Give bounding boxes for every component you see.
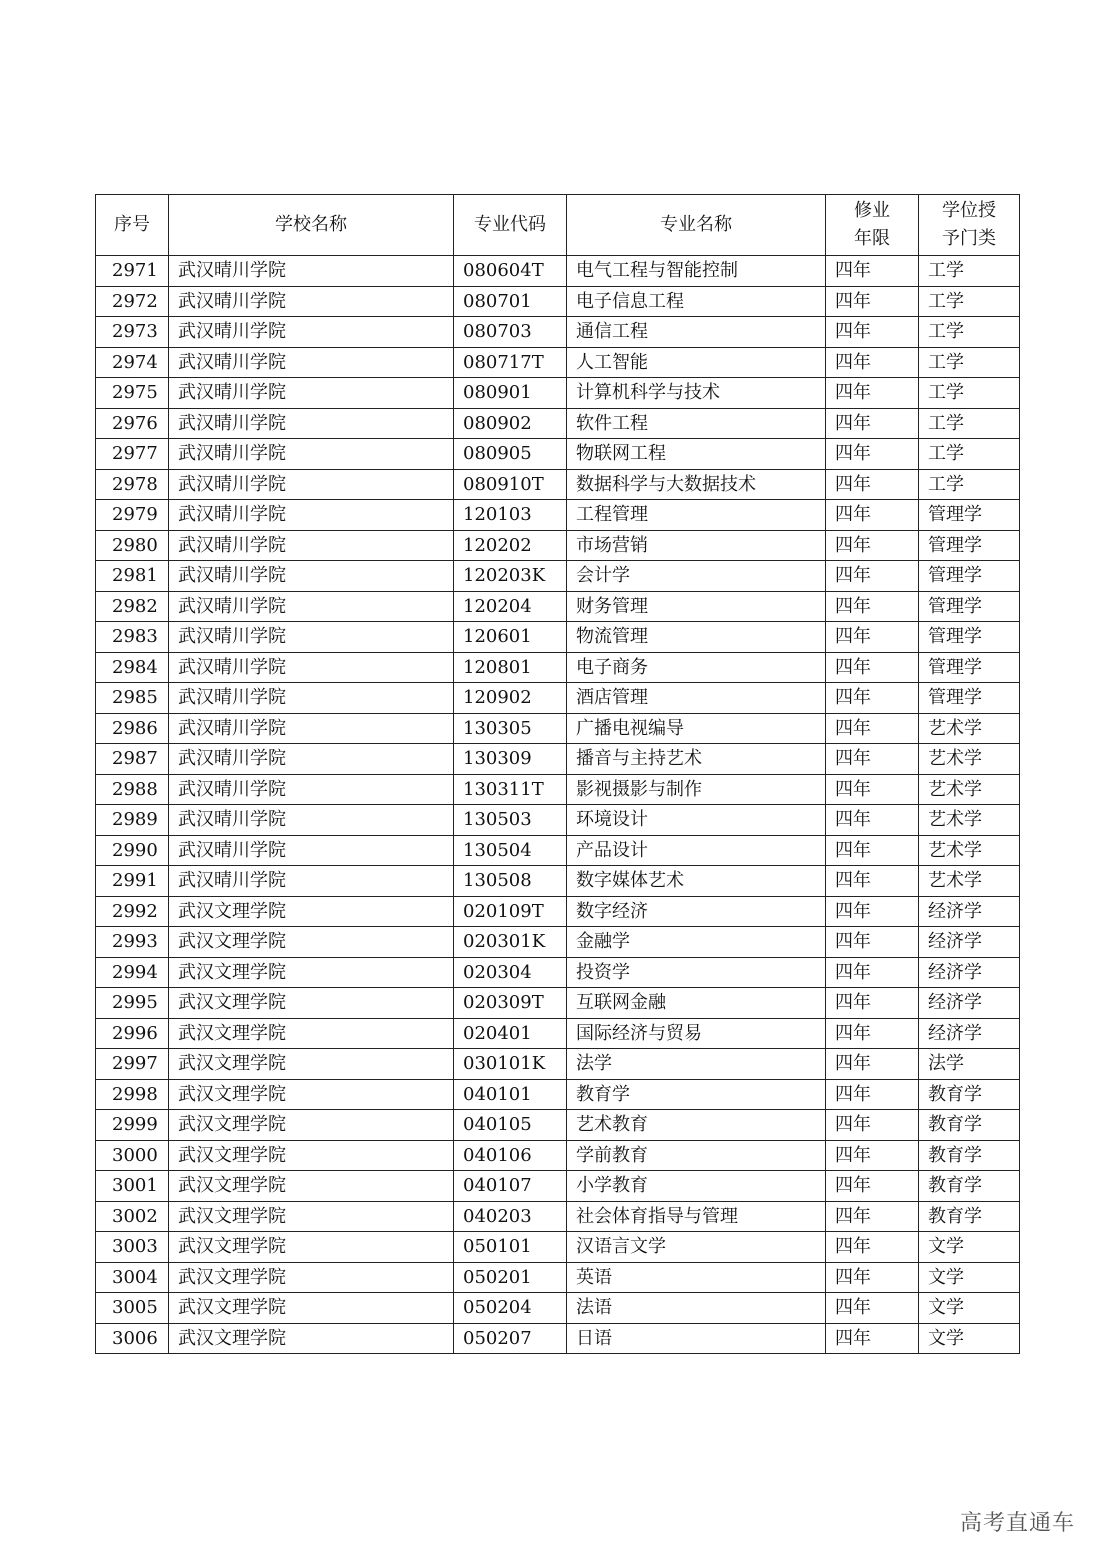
- cell-major: 财务管理: [567, 591, 826, 622]
- cell-code: 120801: [454, 652, 567, 683]
- cell-school: 武汉文理学院: [169, 1079, 454, 1110]
- cell-degree: 教育学: [919, 1110, 1020, 1141]
- cell-duration: 四年: [826, 988, 919, 1019]
- cell-code: 120202: [454, 530, 567, 561]
- cell-major: 市场营销: [567, 530, 826, 561]
- cell-school: 武汉文理学院: [169, 1201, 454, 1232]
- cell-degree: 工学: [919, 469, 1020, 500]
- cell-seq: 2980: [96, 530, 169, 561]
- cell-seq: 2984: [96, 652, 169, 683]
- cell-degree: 文学: [919, 1323, 1020, 1354]
- table-header-row: [96, 195, 1020, 256]
- cell-code: 080701: [454, 286, 567, 317]
- cell-code: 130311T: [454, 774, 567, 805]
- cell-degree: 法学: [919, 1049, 1020, 1080]
- cell-duration: 四年: [826, 1140, 919, 1171]
- cell-duration: 四年: [826, 1110, 919, 1141]
- cell-duration: 四年: [826, 347, 919, 378]
- cell-seq: 2986: [96, 713, 169, 744]
- table-row: [96, 927, 1020, 958]
- table-row: [96, 1293, 1020, 1324]
- cell-major: 国际经济与贸易: [567, 1018, 826, 1049]
- cell-school: 武汉晴川学院: [169, 591, 454, 622]
- cell-seq: 2974: [96, 347, 169, 378]
- table-row: [96, 896, 1020, 927]
- cell-code: 080703: [454, 317, 567, 348]
- cell-school: 武汉文理学院: [169, 896, 454, 927]
- cell-school: 武汉晴川学院: [169, 530, 454, 561]
- cell-code: 040101: [454, 1079, 567, 1110]
- table-row: [96, 439, 1020, 470]
- cell-degree: 教育学: [919, 1079, 1020, 1110]
- cell-degree: 工学: [919, 439, 1020, 470]
- cell-seq: 3005: [96, 1293, 169, 1324]
- cell-school: 武汉文理学院: [169, 1018, 454, 1049]
- cell-code: 130504: [454, 835, 567, 866]
- cell-code: 030101K: [454, 1049, 567, 1080]
- cell-code: 050201: [454, 1262, 567, 1293]
- cell-degree: 工学: [919, 286, 1020, 317]
- cell-degree: 经济学: [919, 927, 1020, 958]
- cell-school: 武汉晴川学院: [169, 408, 454, 439]
- cell-major: 影视摄影与制作: [567, 774, 826, 805]
- cell-code: 120203K: [454, 561, 567, 592]
- cell-major: 日语: [567, 1323, 826, 1354]
- cell-school: 武汉晴川学院: [169, 439, 454, 470]
- cell-duration: 四年: [826, 957, 919, 988]
- cell-school: 武汉文理学院: [169, 1262, 454, 1293]
- table-row: [96, 652, 1020, 683]
- cell-major: 互联网金融: [567, 988, 826, 1019]
- table-row: [96, 1323, 1020, 1354]
- cell-seq: 2993: [96, 927, 169, 958]
- cell-seq: 2987: [96, 744, 169, 775]
- cell-degree: 管理学: [919, 622, 1020, 653]
- table-row: [96, 805, 1020, 836]
- cell-seq: 2992: [96, 896, 169, 927]
- cell-degree: 艺术学: [919, 866, 1020, 897]
- cell-school: 武汉晴川学院: [169, 561, 454, 592]
- cell-duration: 四年: [826, 317, 919, 348]
- table-row: [96, 866, 1020, 897]
- cell-school: 武汉晴川学院: [169, 774, 454, 805]
- cell-code: 120204: [454, 591, 567, 622]
- cell-degree: 工学: [919, 256, 1020, 287]
- cell-duration: 四年: [826, 500, 919, 531]
- cell-degree: 艺术学: [919, 713, 1020, 744]
- cell-seq: 2981: [96, 561, 169, 592]
- cell-duration: 四年: [826, 652, 919, 683]
- table-row: [96, 1110, 1020, 1141]
- cell-duration: 四年: [826, 286, 919, 317]
- cell-code: 020301K: [454, 927, 567, 958]
- table-row: [96, 744, 1020, 775]
- cell-major: 金融学: [567, 927, 826, 958]
- cell-major: 电子商务: [567, 652, 826, 683]
- watermark: 高考直通车: [959, 1511, 1075, 1536]
- cell-seq: 2978: [96, 469, 169, 500]
- header-school: 学校名称: [169, 195, 454, 256]
- cell-code: 020401: [454, 1018, 567, 1049]
- cell-major: 软件工程: [567, 408, 826, 439]
- cell-seq: 2990: [96, 835, 169, 866]
- cell-degree: 艺术学: [919, 835, 1020, 866]
- cell-seq: 2998: [96, 1079, 169, 1110]
- cell-duration: 四年: [826, 835, 919, 866]
- cell-seq: 2997: [96, 1049, 169, 1080]
- header-seq: 序号: [96, 195, 169, 256]
- table-row: [96, 835, 1020, 866]
- cell-degree: 教育学: [919, 1171, 1020, 1202]
- table-row: [96, 713, 1020, 744]
- table-row: [96, 1079, 1020, 1110]
- table-row: [96, 1232, 1020, 1263]
- cell-major: 投资学: [567, 957, 826, 988]
- cell-major: 工程管理: [567, 500, 826, 531]
- cell-school: 武汉晴川学院: [169, 347, 454, 378]
- cell-degree: 经济学: [919, 988, 1020, 1019]
- cell-major: 会计学: [567, 561, 826, 592]
- cell-duration: 四年: [826, 866, 919, 897]
- cell-degree: 文学: [919, 1262, 1020, 1293]
- cell-seq: 3003: [96, 1232, 169, 1263]
- cell-major: 物联网工程: [567, 439, 826, 470]
- table-row: [96, 957, 1020, 988]
- cell-degree: 管理学: [919, 561, 1020, 592]
- cell-major: 法学: [567, 1049, 826, 1080]
- cell-school: 武汉文理学院: [169, 1140, 454, 1171]
- cell-seq: 2982: [96, 591, 169, 622]
- cell-duration: 四年: [826, 774, 919, 805]
- cell-school: 武汉文理学院: [169, 927, 454, 958]
- cell-duration: 四年: [826, 439, 919, 470]
- cell-major: 电气工程与智能控制: [567, 256, 826, 287]
- cell-degree: 艺术学: [919, 774, 1020, 805]
- table-row: [96, 347, 1020, 378]
- table-row: [96, 1262, 1020, 1293]
- cell-degree: 教育学: [919, 1140, 1020, 1171]
- cell-duration: 四年: [826, 1232, 919, 1263]
- cell-seq: 2977: [96, 439, 169, 470]
- cell-major: 教育学: [567, 1079, 826, 1110]
- cell-code: 020109T: [454, 896, 567, 927]
- cell-code: 080604T: [454, 256, 567, 287]
- cell-code: 040105: [454, 1110, 567, 1141]
- cell-major: 人工智能: [567, 347, 826, 378]
- cell-code: 130309: [454, 744, 567, 775]
- cell-major: 数据科学与大数据技术: [567, 469, 826, 500]
- cell-seq: 2983: [96, 622, 169, 653]
- cell-school: 武汉晴川学院: [169, 683, 454, 714]
- cell-duration: 四年: [826, 1079, 919, 1110]
- cell-major: 广播电视编导: [567, 713, 826, 744]
- header-major: 专业名称: [567, 195, 826, 256]
- cell-degree: 工学: [919, 378, 1020, 409]
- cell-code: 020309T: [454, 988, 567, 1019]
- cell-degree: 管理学: [919, 500, 1020, 531]
- cell-school: 武汉晴川学院: [169, 378, 454, 409]
- cell-code: 130503: [454, 805, 567, 836]
- cell-code: 050204: [454, 1293, 567, 1324]
- cell-seq: 2989: [96, 805, 169, 836]
- cell-school: 武汉文理学院: [169, 988, 454, 1019]
- cell-major: 电子信息工程: [567, 286, 826, 317]
- table-row: [96, 561, 1020, 592]
- cell-major: 艺术教育: [567, 1110, 826, 1141]
- cell-seq: 2994: [96, 957, 169, 988]
- cell-seq: 2991: [96, 866, 169, 897]
- cell-school: 武汉晴川学院: [169, 713, 454, 744]
- table-body: [96, 256, 1020, 1354]
- cell-duration: 四年: [826, 683, 919, 714]
- cell-duration: 四年: [826, 744, 919, 775]
- header-code: 专业代码: [454, 195, 567, 256]
- cell-major: 英语: [567, 1262, 826, 1293]
- cell-school: 武汉晴川学院: [169, 835, 454, 866]
- cell-duration: 四年: [826, 1049, 919, 1080]
- major-table: [95, 194, 1020, 1354]
- cell-degree: 艺术学: [919, 805, 1020, 836]
- cell-major: 计算机科学与技术: [567, 378, 826, 409]
- cell-degree: 经济学: [919, 1018, 1020, 1049]
- table-row: [96, 1140, 1020, 1171]
- cell-code: 080901: [454, 378, 567, 409]
- cell-duration: 四年: [826, 1018, 919, 1049]
- cell-school: 武汉晴川学院: [169, 256, 454, 287]
- cell-major: 小学教育: [567, 1171, 826, 1202]
- cell-degree: 管理学: [919, 530, 1020, 561]
- cell-seq: 2971: [96, 256, 169, 287]
- table-row: [96, 1171, 1020, 1202]
- cell-degree: 管理学: [919, 683, 1020, 714]
- cell-major: 环境设计: [567, 805, 826, 836]
- cell-code: 080717T: [454, 347, 567, 378]
- cell-seq: 2996: [96, 1018, 169, 1049]
- cell-major: 汉语言文学: [567, 1232, 826, 1263]
- cell-code: 040106: [454, 1140, 567, 1171]
- cell-degree: 文学: [919, 1293, 1020, 1324]
- cell-duration: 四年: [826, 805, 919, 836]
- cell-major: 物流管理: [567, 622, 826, 653]
- cell-major: 法语: [567, 1293, 826, 1324]
- cell-school: 武汉晴川学院: [169, 866, 454, 897]
- table-row: [96, 286, 1020, 317]
- cell-major: 酒店管理: [567, 683, 826, 714]
- cell-duration: 四年: [826, 713, 919, 744]
- cell-seq: 2985: [96, 683, 169, 714]
- cell-school: 武汉晴川学院: [169, 744, 454, 775]
- cell-major: 播音与主持艺术: [567, 744, 826, 775]
- cell-school: 武汉晴川学院: [169, 469, 454, 500]
- cell-degree: 管理学: [919, 652, 1020, 683]
- cell-code: 080910T: [454, 469, 567, 500]
- cell-major: 数字经济: [567, 896, 826, 927]
- table-row: [96, 256, 1020, 287]
- table-row: [96, 774, 1020, 805]
- cell-degree: 工学: [919, 408, 1020, 439]
- cell-code: 130508: [454, 866, 567, 897]
- cell-major: 社会体育指导与管理: [567, 1201, 826, 1232]
- cell-seq: 2976: [96, 408, 169, 439]
- cell-seq: 2973: [96, 317, 169, 348]
- cell-code: 050207: [454, 1323, 567, 1354]
- cell-seq: 2972: [96, 286, 169, 317]
- cell-school: 武汉晴川学院: [169, 286, 454, 317]
- cell-duration: 四年: [826, 591, 919, 622]
- cell-code: 050101: [454, 1232, 567, 1263]
- table-row: [96, 530, 1020, 561]
- cell-duration: 四年: [826, 1201, 919, 1232]
- cell-seq: 3001: [96, 1171, 169, 1202]
- cell-major: 产品设计: [567, 835, 826, 866]
- table-row: [96, 469, 1020, 500]
- table-row: [96, 378, 1020, 409]
- cell-school: 武汉晴川学院: [169, 652, 454, 683]
- cell-duration: 四年: [826, 622, 919, 653]
- cell-code: 080905: [454, 439, 567, 470]
- cell-duration: 四年: [826, 1323, 919, 1354]
- cell-code: 040203: [454, 1201, 567, 1232]
- cell-school: 武汉晴川学院: [169, 500, 454, 531]
- cell-code: 120601: [454, 622, 567, 653]
- cell-degree: 经济学: [919, 896, 1020, 927]
- cell-code: 130305: [454, 713, 567, 744]
- cell-seq: 3002: [96, 1201, 169, 1232]
- cell-major: 通信工程: [567, 317, 826, 348]
- cell-school: 武汉文理学院: [169, 1049, 454, 1080]
- cell-code: 020304: [454, 957, 567, 988]
- cell-seq: 2975: [96, 378, 169, 409]
- table-row: [96, 683, 1020, 714]
- table-row: [96, 1049, 1020, 1080]
- cell-code: 120103: [454, 500, 567, 531]
- cell-duration: 四年: [826, 927, 919, 958]
- cell-duration: 四年: [826, 408, 919, 439]
- cell-school: 武汉文理学院: [169, 1171, 454, 1202]
- table-row: [96, 622, 1020, 653]
- cell-school: 武汉晴川学院: [169, 805, 454, 836]
- cell-duration: 四年: [826, 1293, 919, 1324]
- cell-school: 武汉文理学院: [169, 1323, 454, 1354]
- cell-school: 武汉文理学院: [169, 1110, 454, 1141]
- cell-degree: 文学: [919, 1232, 1020, 1263]
- cell-seq: 2999: [96, 1110, 169, 1141]
- table-row: [96, 591, 1020, 622]
- cell-seq: 3004: [96, 1262, 169, 1293]
- table-row: [96, 988, 1020, 1019]
- table-row: [96, 408, 1020, 439]
- cell-degree: 经济学: [919, 957, 1020, 988]
- cell-duration: 四年: [826, 561, 919, 592]
- cell-duration: 四年: [826, 378, 919, 409]
- cell-degree: 工学: [919, 317, 1020, 348]
- cell-degree: 工学: [919, 347, 1020, 378]
- table-row: [96, 317, 1020, 348]
- cell-degree: 教育学: [919, 1201, 1020, 1232]
- cell-duration: 四年: [826, 530, 919, 561]
- cell-code: 040107: [454, 1171, 567, 1202]
- cell-major: 数字媒体艺术: [567, 866, 826, 897]
- cell-school: 武汉晴川学院: [169, 317, 454, 348]
- table-row: [96, 1201, 1020, 1232]
- header-duration: 修业 年限: [826, 195, 919, 256]
- cell-degree: 管理学: [919, 591, 1020, 622]
- cell-duration: 四年: [826, 256, 919, 287]
- cell-major: 学前教育: [567, 1140, 826, 1171]
- cell-school: 武汉文理学院: [169, 1232, 454, 1263]
- cell-seq: 2995: [96, 988, 169, 1019]
- table-row: [96, 500, 1020, 531]
- cell-school: 武汉文理学院: [169, 1293, 454, 1324]
- cell-seq: 2988: [96, 774, 169, 805]
- cell-school: 武汉晴川学院: [169, 622, 454, 653]
- table-row: [96, 1018, 1020, 1049]
- cell-duration: 四年: [826, 1262, 919, 1293]
- cell-degree: 艺术学: [919, 744, 1020, 775]
- cell-duration: 四年: [826, 1171, 919, 1202]
- cell-duration: 四年: [826, 896, 919, 927]
- cell-code: 080902: [454, 408, 567, 439]
- cell-seq: 2979: [96, 500, 169, 531]
- header-degree: 学位授 予门类: [919, 195, 1020, 256]
- cell-seq: 3000: [96, 1140, 169, 1171]
- cell-seq: 3006: [96, 1323, 169, 1354]
- cell-code: 120902: [454, 683, 567, 714]
- cell-school: 武汉文理学院: [169, 957, 454, 988]
- cell-duration: 四年: [826, 469, 919, 500]
